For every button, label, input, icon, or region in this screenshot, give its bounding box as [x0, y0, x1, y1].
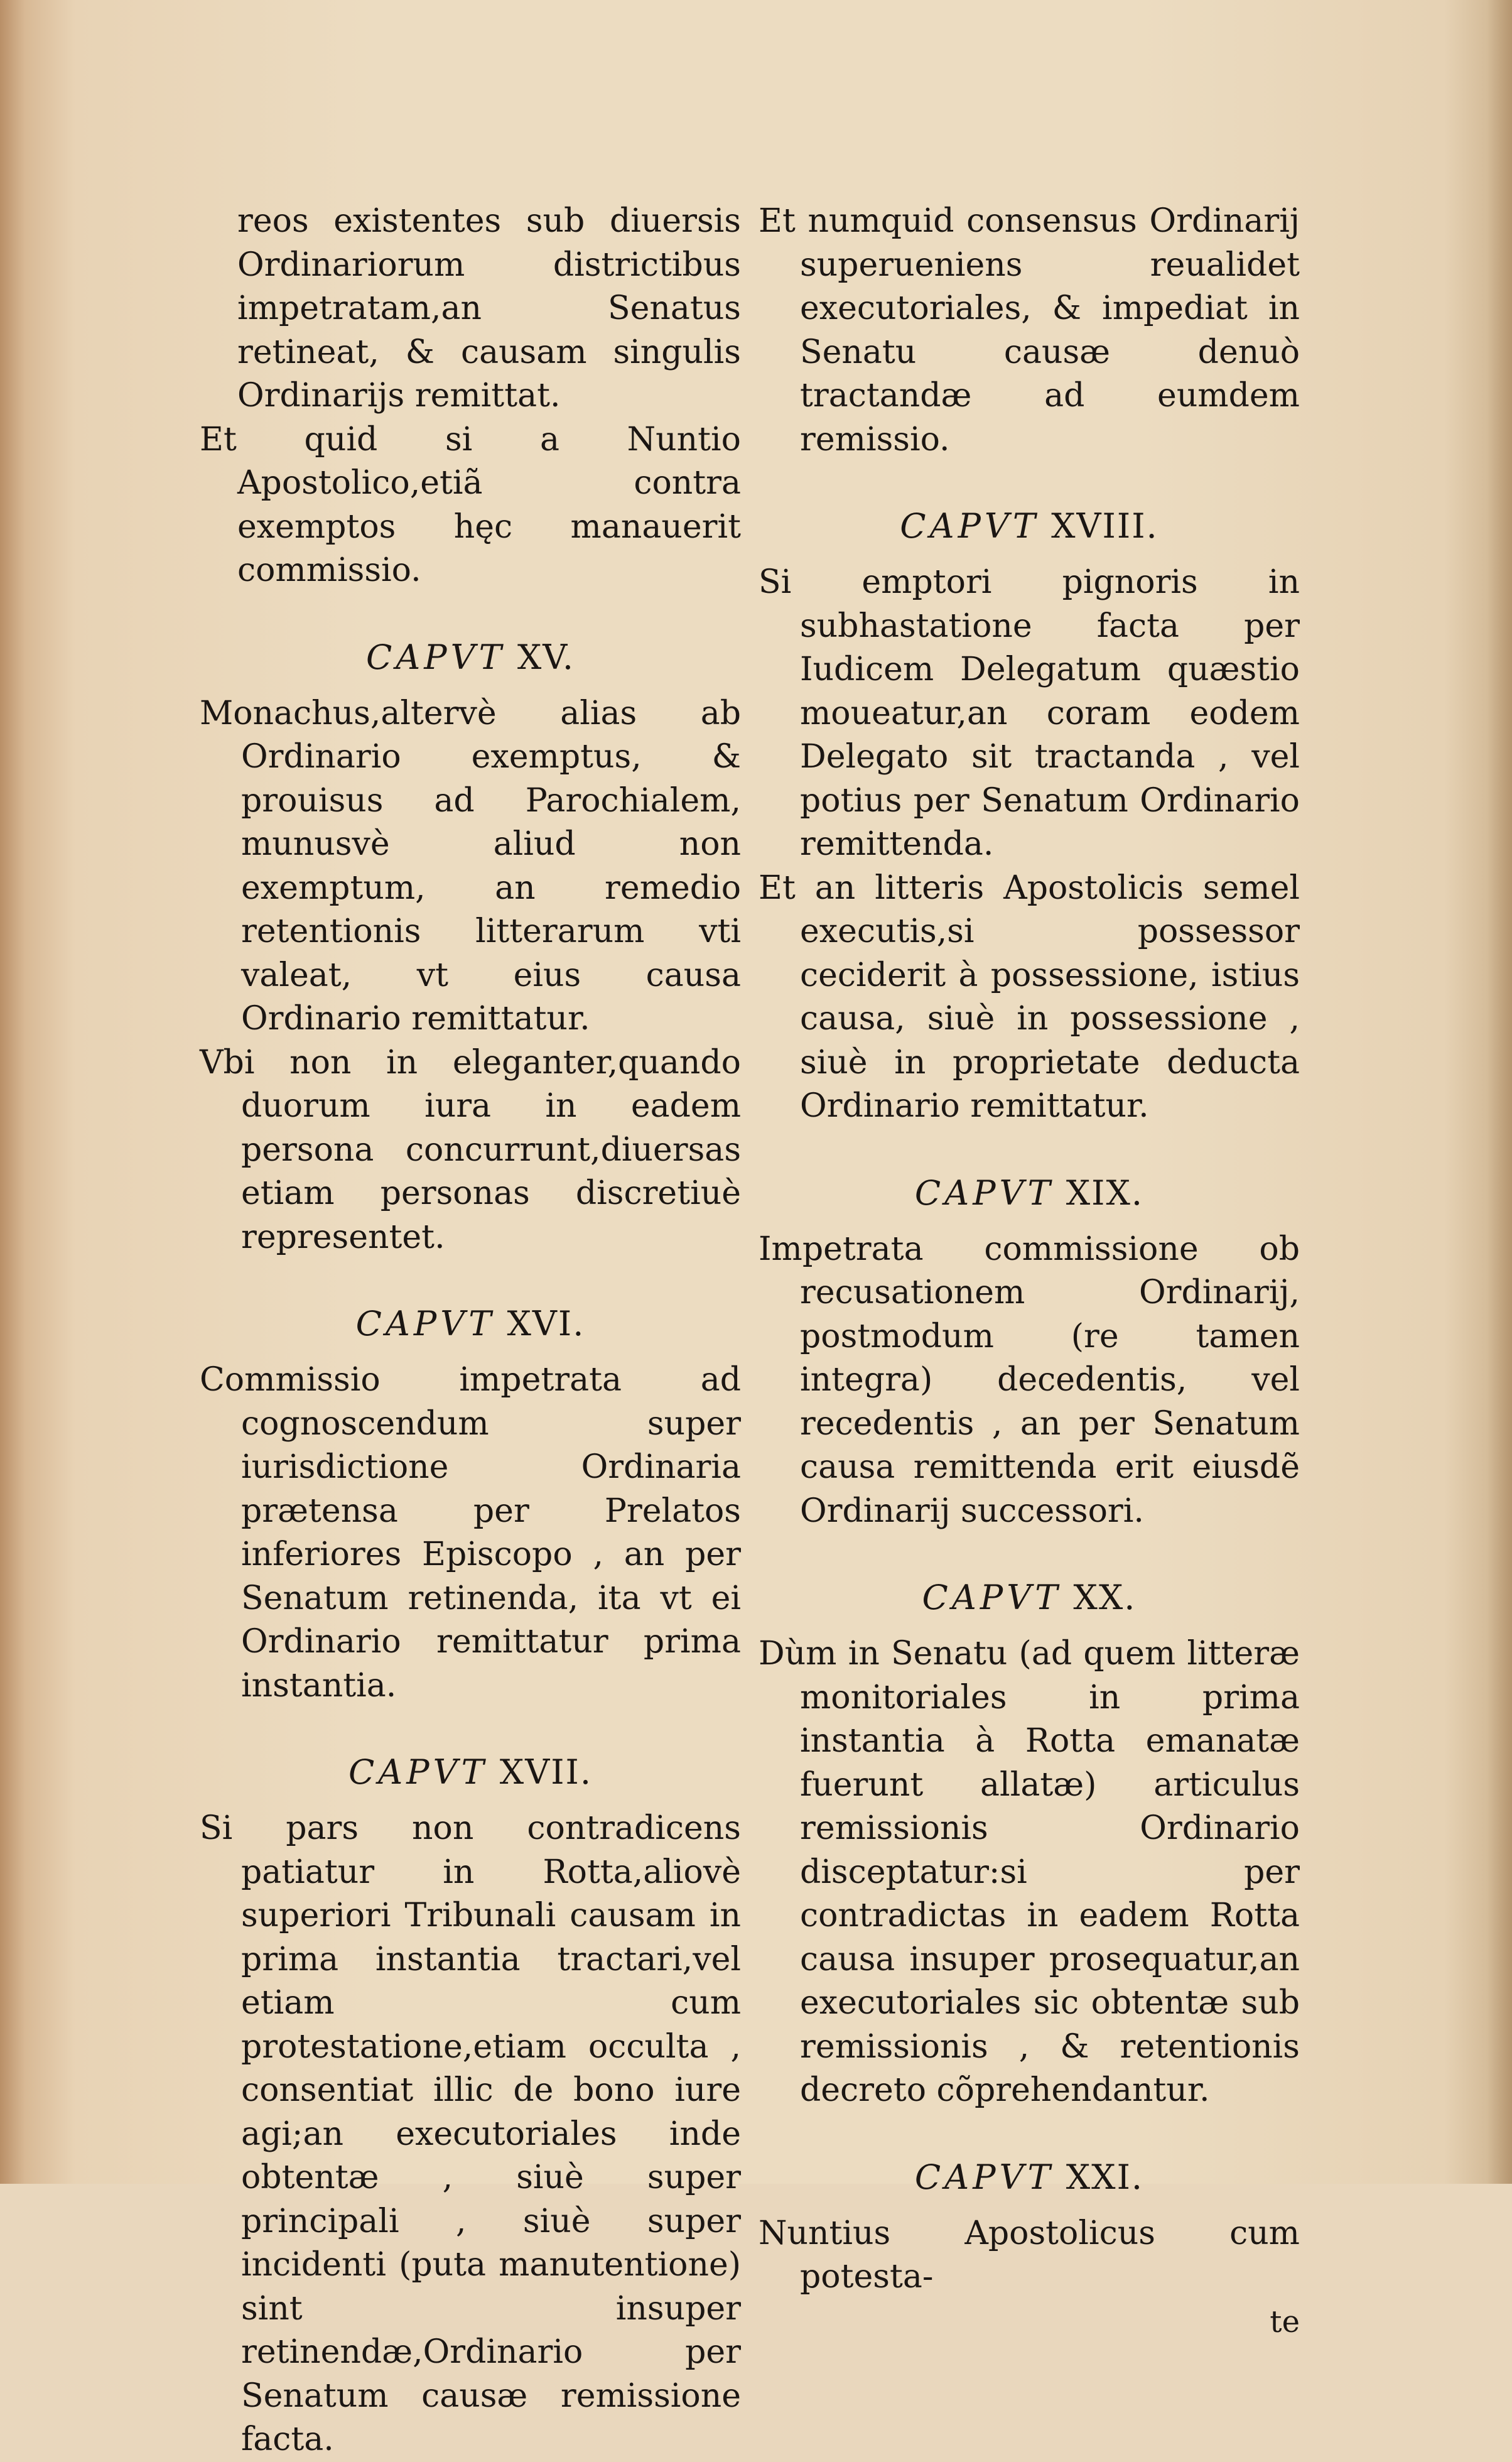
chapter-heading: CAPVT XVIII.: [900, 506, 1158, 546]
chapter-xx: [759, 1575, 1300, 2113]
right-intro: [759, 200, 1300, 462]
chapter-paragraph: Nuntius Apostolicus cum potesta-: [759, 2214, 1300, 2296]
chapter-xvi: [200, 1301, 741, 1708]
chapter-body: [200, 1807, 741, 2462]
chapter-paragraph: Monachus,altervè alias ab Ordinario exemptus, & prouisus ad Parochialem, munusvè aliud non exemptum, an remedio retentionis litterarum vti valeat, vt eius causa Ordinario remittatur.: [200, 694, 741, 1038]
chapter-body: [759, 1632, 1300, 2113]
chapter-heading: CAPVT XV.: [365, 637, 575, 677]
left-intro-paragraph-1: reos existentes sub diuersis Ordinariorum districtibus impetratam,an Senatus retineat, & causam singulis Ordinarijs remittat.: [237, 202, 741, 415]
chapter-paragraph: Dùm in Senatu (ad quem litteræ monitoriales in prima instantia à Rotta emanatæ fuerunt allatæ) articulus remissionis Ordinario disceptatur:si per contradictas in eadem Rotta causa insuper prosequatur,an executoriales sic obtentæ sub remissionis , & retentionis decreto cõprehendantur.: [759, 1635, 1300, 2109]
left-column: [200, 200, 741, 2462]
chapter-paragraph: Impetrata commissione ob recusationem Ordinarij, postmodum (re tamen integra) decedentis, vel recedentis , an per Senatum causa remittenda erit eiusdẽ Ordinarij successori.: [759, 1230, 1300, 1530]
chapter-xviii: [759, 503, 1300, 1129]
chapter-heading: CAPVT XVII.: [348, 1752, 593, 1792]
chapter-xxi: [759, 2154, 1300, 2341]
chapter-body: [759, 1228, 1300, 1534]
chapter-body: [200, 1358, 741, 1708]
chapter-paragraph: Commissio impetrata ad cognoscendum super iurisdictione Ordinaria prætensa per Prelatos inferiores Episcopo , an per Senatum retinenda, ita vt ei Ordinario remittatur prima instantia.: [200, 1361, 741, 1705]
chapter-xvii: [200, 1749, 741, 2462]
chapter-heading: CAPVT XIX.: [914, 1173, 1144, 1213]
right-intro-paragraph: Et numquid consensus Ordinarij superueniens reualidet executoriales, & impediat in Senatu causæ denuò tractandæ ad eumdem remissio.: [759, 202, 1300, 458]
chapter-body: [759, 561, 1300, 1129]
chapter-paragraph: Vbi non in eleganter,quando duorum iura in eadem persona concurrunt,diuersas etiam personas discretiuè representet.: [200, 1043, 741, 1256]
chapter-xv: [200, 634, 741, 1260]
chapter-paragraph: Et an litteris Apostolicis semel executis,si possessor ceciderit à possessione, istius causa, siuè in possessione , siuè in proprietate deducta Ordinario remittatur.: [759, 869, 1300, 1125]
chapter-paragraph: Si emptori pignoris in subhastatione facta per Iudicem Delegatum quæstio moueatur,an coram eodem Delegato sit tractanda , vel potius per Senatum Ordinario remittenda.: [759, 563, 1300, 863]
chapter-xix: [759, 1170, 1300, 1534]
chapter-body: [759, 2212, 1300, 2299]
page-edge-shadow: [1487, 0, 1512, 2184]
right-column: [759, 200, 1300, 2341]
left-intro: [200, 200, 741, 593]
chapter-paragraph: Si pars non contradicens patiatur in Rotta,aliovè superiori Tribunali causam in prima instantia tractari,vel etiam cum protestatione,etiam occulta , consentiat illic de bono iure agi;an executoriales inde obtentæ , siuè super principali , siuè super incidenti (puta manutentione) sint insuper retinendæ,Ordinario per Senatum causæ remissione facta.: [200, 1809, 741, 2458]
chapter-heading: CAPVT XXI.: [914, 2157, 1144, 2197]
catchword: te: [1270, 2304, 1300, 2340]
chapter-body: [200, 692, 741, 1260]
chapter-heading: CAPVT XX.: [922, 1578, 1137, 1617]
chapter-heading: CAPVT XVI.: [355, 1304, 585, 1343]
left-intro-paragraph-2: Et quid si a Nuntio Apostolico,etiã contra exemptos hęc manauerit commissio.: [200, 420, 741, 589]
